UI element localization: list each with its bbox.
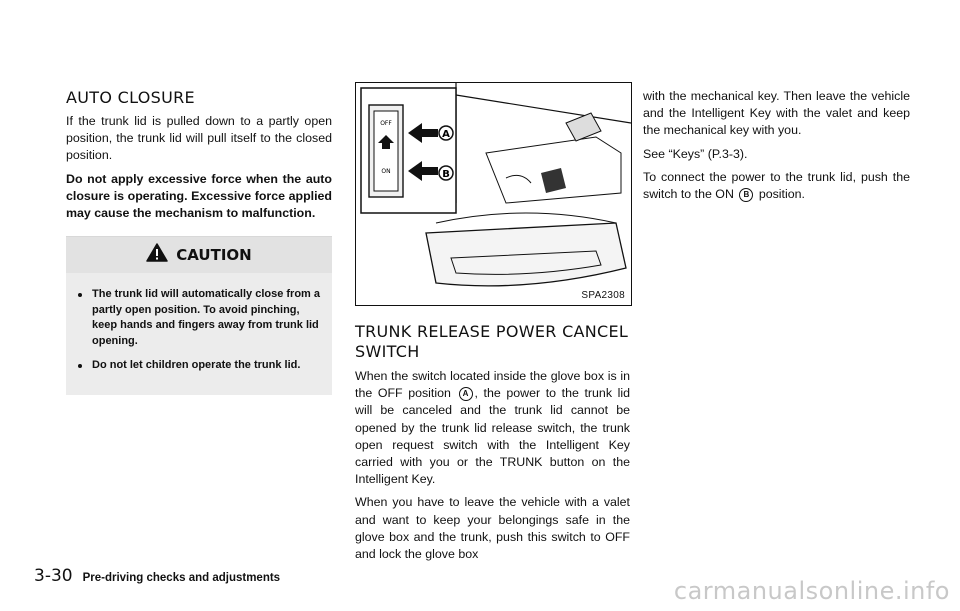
caution-title: CAUTION [176, 246, 252, 265]
marker-b: B [442, 169, 450, 180]
page-number: 3-30 [34, 566, 73, 586]
switch-on-label: ON [381, 168, 391, 175]
auto-closure-heading: AUTO CLOSURE [66, 88, 195, 107]
auto-closure-paragraph: If the trunk lid is pulled down to a partly open position, the trunk lid will pull itself to the closed position. [66, 114, 332, 163]
right-column [643, 88, 910, 209]
trunk-release-heading: TRUNK RELEASE POWER CANCEL SWITCH [355, 322, 629, 361]
valet-paragraph: When you have to leave the vehicle with a valet and want to keep your belongings safe in the glove box and the trunk, push this switch to OFF and lock the glove box [355, 495, 630, 562]
left-column [66, 88, 332, 395]
valet-continued-paragraph: with the mechanical key. Then leave the vehicle and the Intelligent Key with the valet and keep the mechanical key with you. [643, 89, 910, 138]
trunk-release-paragraph [355, 368, 630, 488]
text-span: position. [758, 187, 805, 202]
marker-b-badge: B [739, 188, 753, 202]
text-span: , the power to the trunk lid will be canceled and the trunk lid cannot be opened by the trunk lid release switch, the trunk open request switch with the Intelligent Key carried with you or the TRUNK button on the Intelligent Key. [355, 386, 631, 487]
caution-item: Do not let children operate the trunk lid. [76, 358, 322, 374]
warning-triangle-icon [146, 243, 168, 267]
see-keys-reference: See “Keys” (P.3-3). [643, 146, 748, 161]
marker-a-badge: A [459, 387, 473, 401]
page-footer [34, 566, 280, 586]
watermark: carmanualsonline.info [673, 577, 950, 605]
connect-power-paragraph [643, 169, 910, 203]
section-title: Pre-driving checks and adjustments [82, 572, 281, 584]
glove-box-switch-figure [355, 82, 632, 306]
middle-column [355, 82, 630, 569]
caution-list [66, 287, 332, 373]
switch-off-label: OFF [380, 120, 392, 127]
caution-item: The trunk lid will automatically close from a partly open position. To avoid pinching, keep hands and fingers away from trunk lid opening. [76, 287, 322, 349]
glove-box-illustration [356, 83, 631, 305]
text-span: To connect the power to the trunk lid, push the switch to the ON [643, 169, 910, 202]
auto-closure-warning: Do not apply excessive force when the auto closure is operating. Excessive force applied may cause the mechanism to malfunction. [66, 171, 332, 221]
marker-a: A [442, 129, 450, 140]
caution-box [66, 236, 332, 395]
text-span: When the switch located inside the glove box is in the OFF position [355, 369, 630, 401]
figure-code: SPA2308 [581, 290, 625, 301]
caution-header [66, 237, 332, 273]
